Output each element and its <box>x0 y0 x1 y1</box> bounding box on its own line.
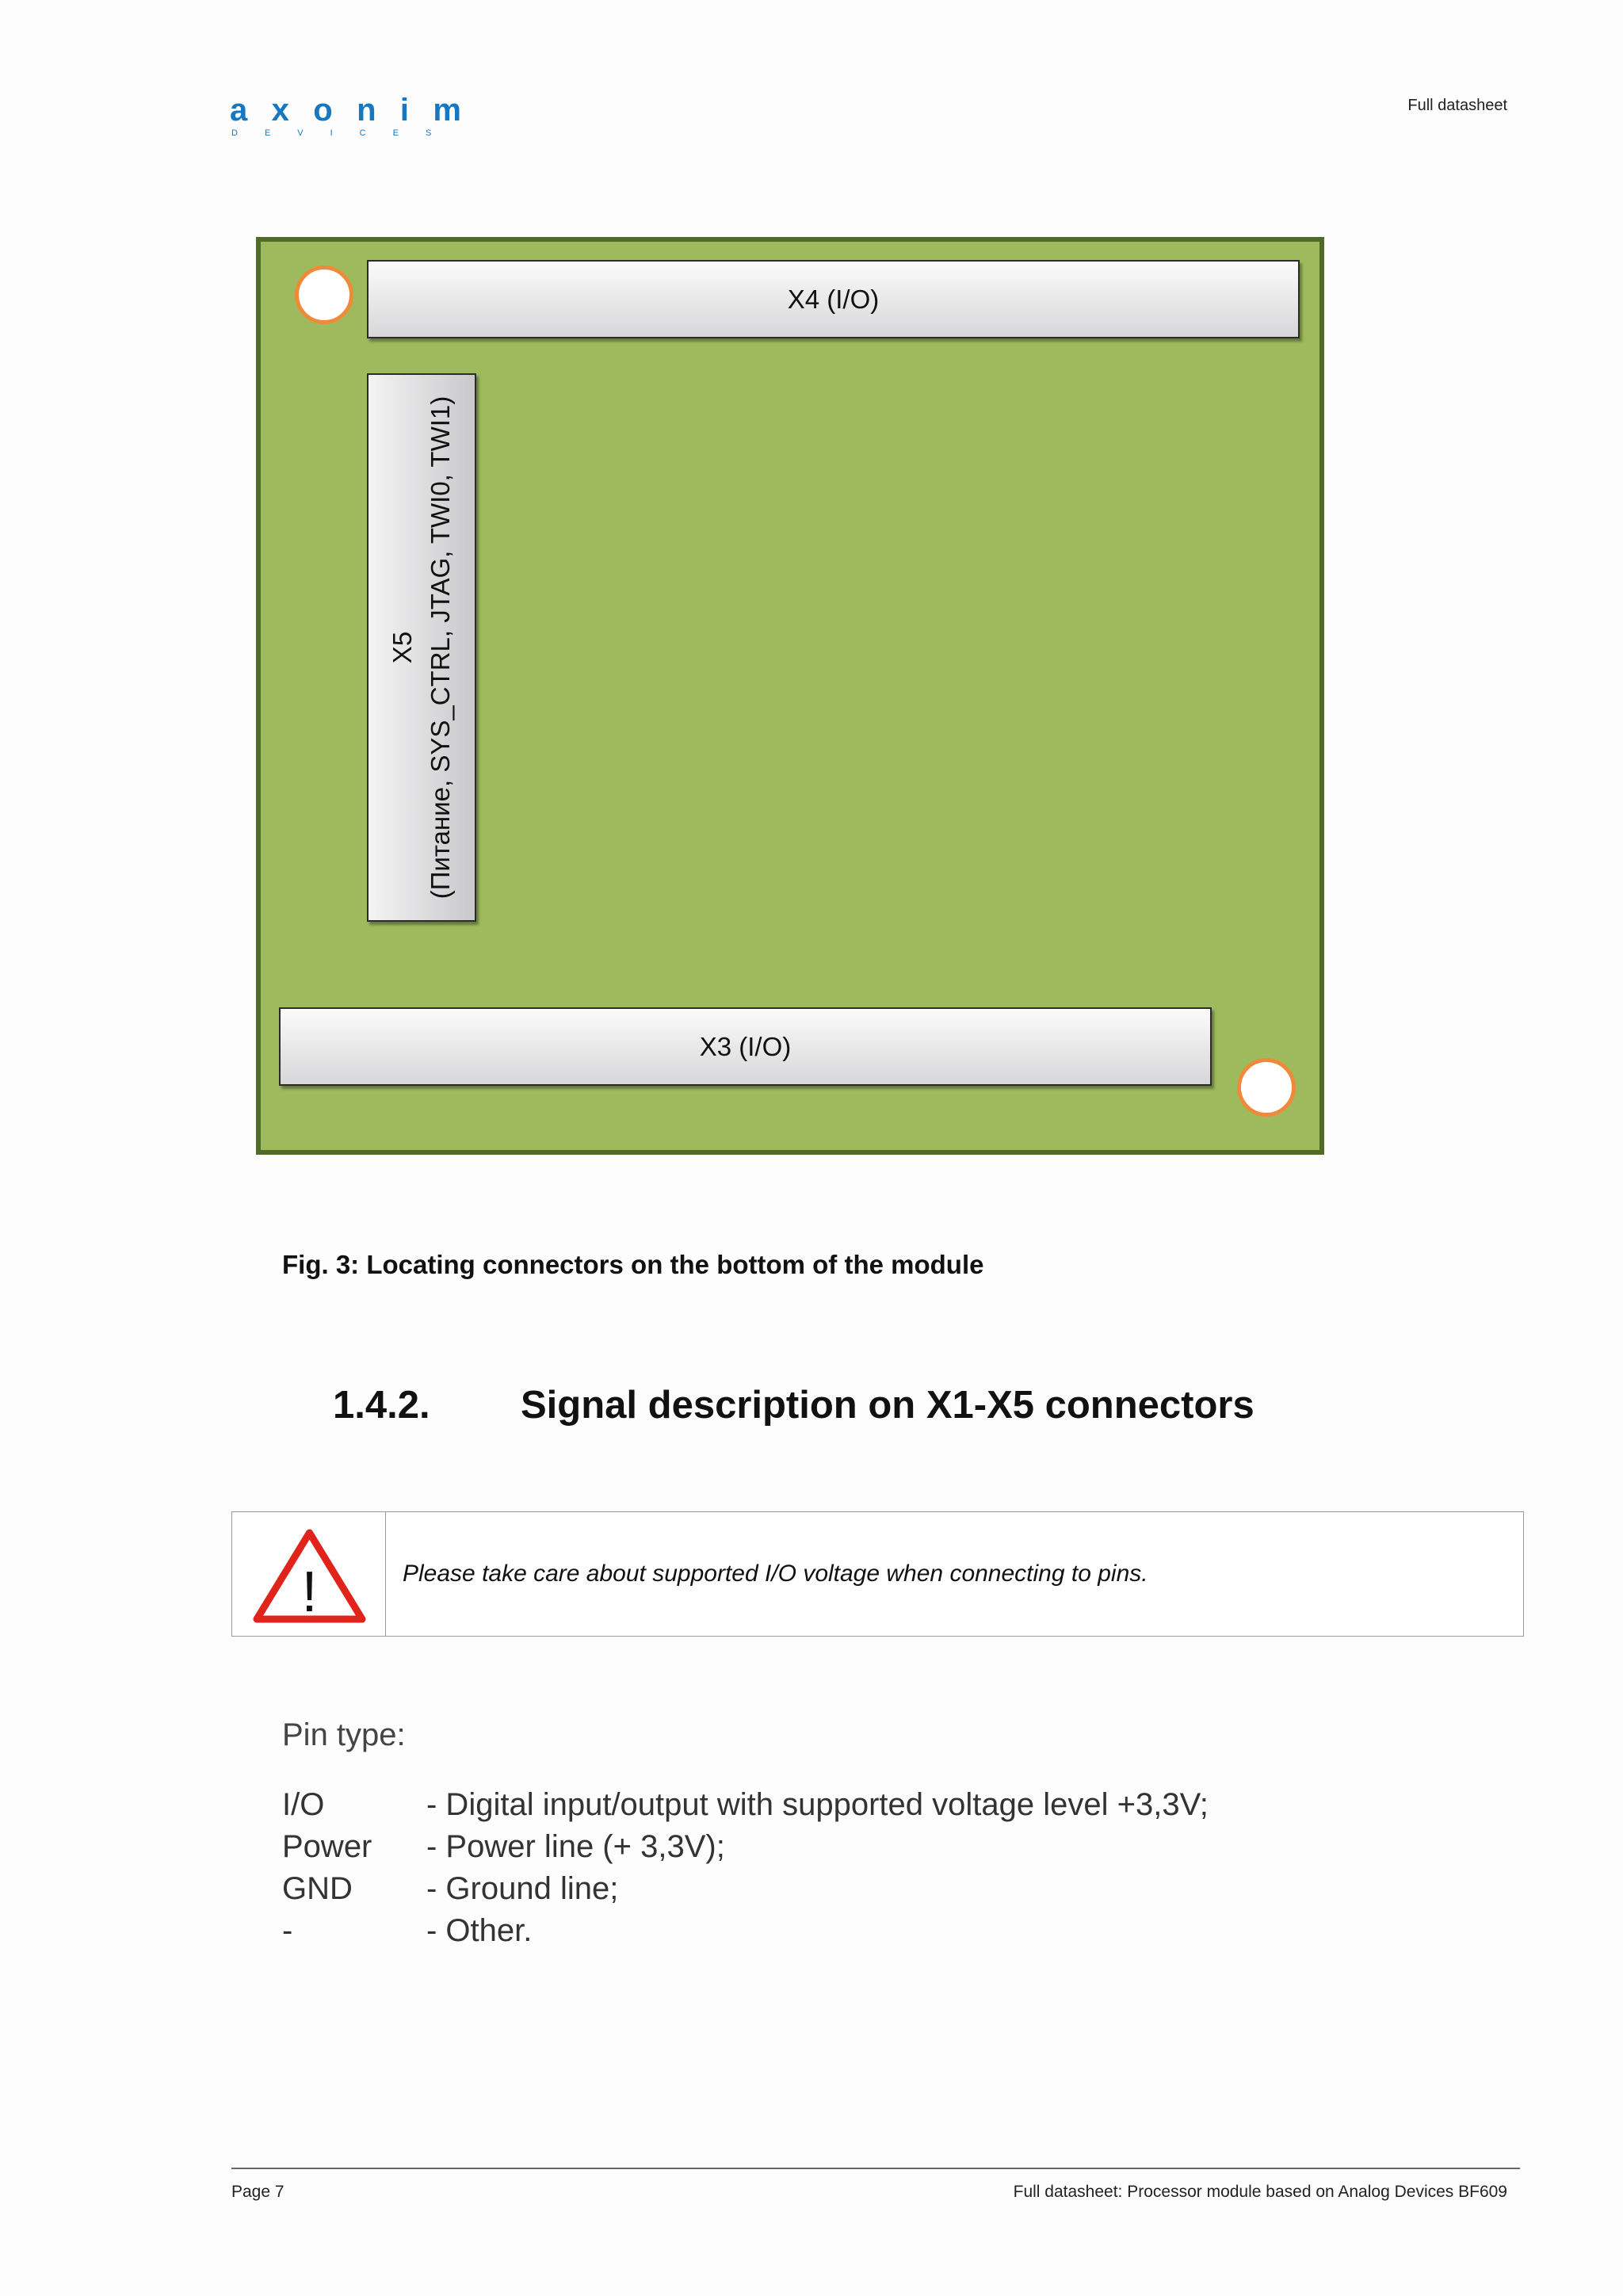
footer-divider <box>231 2168 1520 2169</box>
module-board-diagram <box>256 237 1324 1155</box>
section-number: 1.4.2. <box>333 1384 430 1427</box>
pin-type-heading: Pin type: <box>282 1717 406 1752</box>
pin-type-name: I/O <box>282 1787 325 1822</box>
warning-box <box>231 1511 1524 1637</box>
pin-type-description: - Digital input/output with supported voltage level +3,3V; <box>426 1787 1209 1822</box>
warning-text: Please take care about supported I/O voltage when connecting to pins. <box>403 1561 1148 1587</box>
pin-type-description: - Ground line; <box>426 1871 619 1906</box>
connector-x5-name: X5 <box>388 631 417 664</box>
pin-type-row <box>282 1784 1209 1826</box>
header-title: Full datasheet <box>1407 97 1507 114</box>
pin-type-row <box>282 1826 1209 1868</box>
logo-wordmark: axonim <box>230 94 464 128</box>
connector-x5-functions: (Питание, SYS_CTRL, JTAG, TWI0, TWI1) <box>426 395 455 900</box>
connector-x5 <box>367 373 476 922</box>
connector-x5-label <box>384 378 460 917</box>
warning-symbol: ! <box>301 1561 318 1624</box>
pin-type-description: - Other. <box>426 1913 533 1948</box>
pin-type-row <box>282 1910 1209 1952</box>
warning-divider <box>385 1512 386 1636</box>
footer-doc-title: Full datasheet: Processor module based on Analog Devices BF609 <box>1013 2183 1507 2201</box>
pin-type-name: GND <box>282 1871 353 1906</box>
page-number: Page 7 <box>231 2183 285 2201</box>
pin-type-name: - <box>282 1913 293 1948</box>
pin-type-row <box>282 1868 1209 1910</box>
section-title: Signal description on X1-X5 connectors <box>521 1384 1254 1427</box>
figure-caption: Fig. 3: Locating connectors on the bottom of the module <box>282 1250 984 1279</box>
company-logo <box>230 94 468 138</box>
pin-type-description: - Power line (+ 3,3V); <box>426 1829 725 1864</box>
pin-type-name: Power <box>282 1829 372 1864</box>
connector-x3: X3 (I/O) <box>279 1007 1212 1086</box>
mounting-hole-icon <box>1237 1058 1296 1117</box>
warning-icon <box>252 1528 367 1624</box>
logo-subtext: DEVICES <box>231 128 459 138</box>
pin-type-list <box>282 1784 1209 1952</box>
mounting-hole-icon <box>295 266 353 324</box>
connector-x4: X4 (I/O) <box>367 260 1300 338</box>
